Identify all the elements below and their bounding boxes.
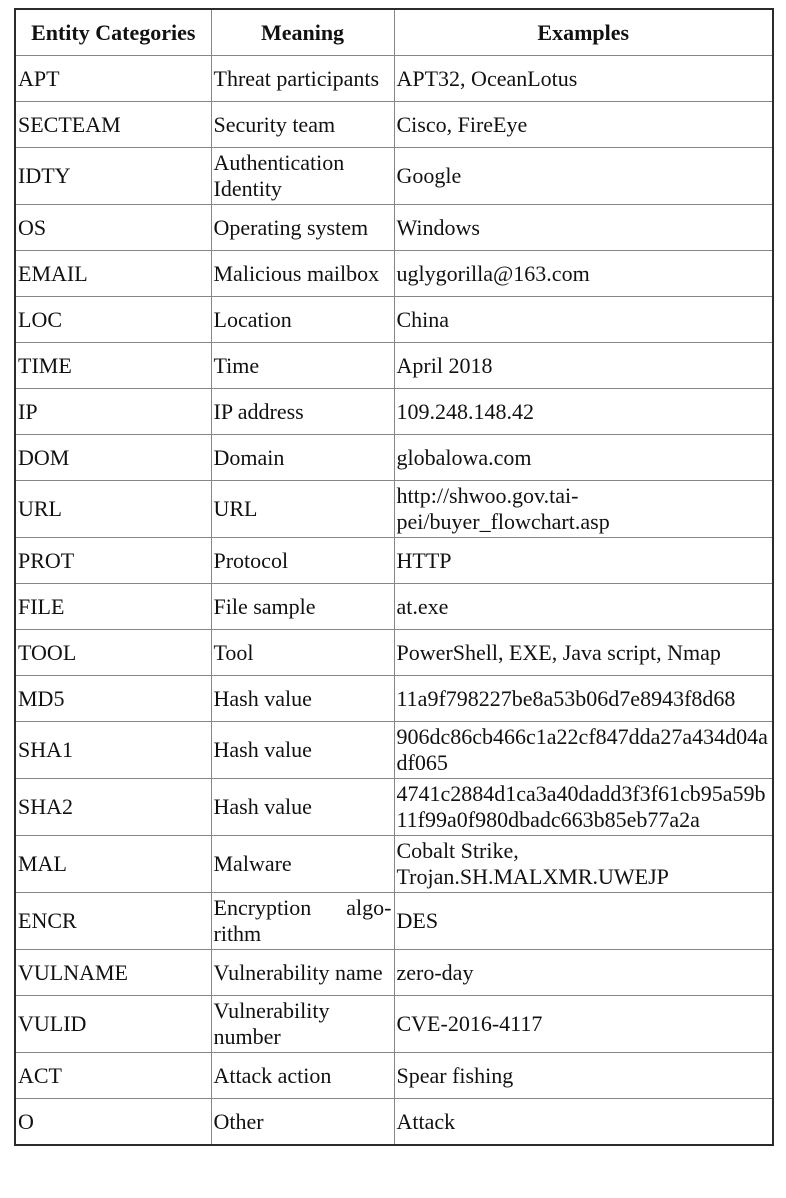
meaning-cell: Malware [211, 836, 394, 893]
category-cell: IDTY [15, 148, 211, 205]
meaning-cell: URL [211, 481, 394, 538]
category-cell: PROT [15, 538, 211, 584]
examples-cell: 11a9f798227be8a53b06d7e8943f8d68 [394, 676, 773, 722]
meaning-cell: Malicious mailbox [211, 251, 394, 297]
table-row [15, 722, 773, 779]
examples-cell: China [394, 297, 773, 343]
category-cell: VULNAME [15, 950, 211, 996]
examples-cell: 109.248.148.42 [394, 389, 773, 435]
category-cell: VULID [15, 996, 211, 1053]
category-cell: URL [15, 481, 211, 538]
header-entity-categories: Entity Categories [15, 9, 211, 56]
table-row [15, 950, 773, 996]
category-cell: SHA1 [15, 722, 211, 779]
examples-cell: APT32, OceanLotus [394, 56, 773, 102]
table-row [15, 1099, 773, 1146]
table-row [15, 148, 773, 205]
meaning-cell: Protocol [211, 538, 394, 584]
category-cell: SHA2 [15, 779, 211, 836]
table-row [15, 56, 773, 102]
table-row [15, 251, 773, 297]
category-cell: MAL [15, 836, 211, 893]
examples-cell: Cobalt Strike, Trojan.SH.MALXMR.UWEJP [394, 836, 773, 893]
examples-cell: Cisco, FireEye [394, 102, 773, 148]
meaning-cell: Location [211, 297, 394, 343]
table-row [15, 893, 773, 950]
meaning-cell: Attack action [211, 1053, 394, 1099]
table-row [15, 205, 773, 251]
category-cell: FILE [15, 584, 211, 630]
meaning-cell: Vulnerability number [211, 996, 394, 1053]
category-cell: ACT [15, 1053, 211, 1099]
meaning-cell: Time [211, 343, 394, 389]
examples-cell: 906dc86cb466c1a22cf847dda27a434d04adf065 [394, 722, 773, 779]
examples-cell: Windows [394, 205, 773, 251]
examples-cell: 4741c2884d1ca3a40dadd3f3f61cb95a59b11f99a0f980dbadc663b85eb77a2a [394, 779, 773, 836]
category-cell: MD5 [15, 676, 211, 722]
table-row [15, 389, 773, 435]
meaning-cell: Vulnerability name [211, 950, 394, 996]
category-cell: SECTEAM [15, 102, 211, 148]
category-cell: IP [15, 389, 211, 435]
category-cell: OS [15, 205, 211, 251]
category-cell: O [15, 1099, 211, 1146]
table-header [15, 9, 773, 56]
examples-cell: HTTP [394, 538, 773, 584]
meaning-cell: Hash value [211, 676, 394, 722]
meaning-cell: Threat participants [211, 56, 394, 102]
examples-cell: Spear fishing [394, 1053, 773, 1099]
meaning-cell: Domain [211, 435, 394, 481]
examples-cell: Google [394, 148, 773, 205]
table-row [15, 538, 773, 584]
examples-cell: April 2018 [394, 343, 773, 389]
table-row [15, 297, 773, 343]
examples-cell: uglygorilla@163.com [394, 251, 773, 297]
table-row [15, 630, 773, 676]
table-row [15, 102, 773, 148]
meaning-cell: Operating system [211, 205, 394, 251]
table-row [15, 481, 773, 538]
meaning-cell: Security team [211, 102, 394, 148]
meaning-cell: File sample [211, 584, 394, 630]
category-cell: TOOL [15, 630, 211, 676]
header-row [15, 9, 773, 56]
examples-cell: http://shwoo.gov.tai-pei/buyer_flowchart.asp [394, 481, 773, 538]
table-row [15, 996, 773, 1053]
table-row [15, 836, 773, 893]
header-meaning: Meaning [211, 9, 394, 56]
meaning-cell: Hash value [211, 722, 394, 779]
table-row [15, 1053, 773, 1099]
table-row [15, 779, 773, 836]
category-cell: LOC [15, 297, 211, 343]
table-body [15, 56, 773, 1146]
meaning-cell: Encryption algo-rithm [211, 893, 394, 950]
category-cell: APT [15, 56, 211, 102]
examples-cell: CVE-2016-4117 [394, 996, 773, 1053]
category-cell: DOM [15, 435, 211, 481]
category-cell: EMAIL [15, 251, 211, 297]
examples-cell: globalowa.com [394, 435, 773, 481]
examples-cell: at.exe [394, 584, 773, 630]
table-row [15, 435, 773, 481]
meaning-cell: Other [211, 1099, 394, 1146]
table-row [15, 343, 773, 389]
examples-cell: PowerShell, EXE, Java script, Nmap [394, 630, 773, 676]
table-row [15, 584, 773, 630]
examples-cell: zero-day [394, 950, 773, 996]
category-cell: ENCR [15, 893, 211, 950]
header-examples: Examples [394, 9, 773, 56]
examples-cell: DES [394, 893, 773, 950]
category-cell: TIME [15, 343, 211, 389]
examples-cell: Attack [394, 1099, 773, 1146]
meaning-cell: Hash value [211, 779, 394, 836]
table-row [15, 676, 773, 722]
meaning-cell: IP address [211, 389, 394, 435]
entity-categories-table [14, 8, 774, 1146]
meaning-cell: Authentication Identity [211, 148, 394, 205]
meaning-cell: Tool [211, 630, 394, 676]
